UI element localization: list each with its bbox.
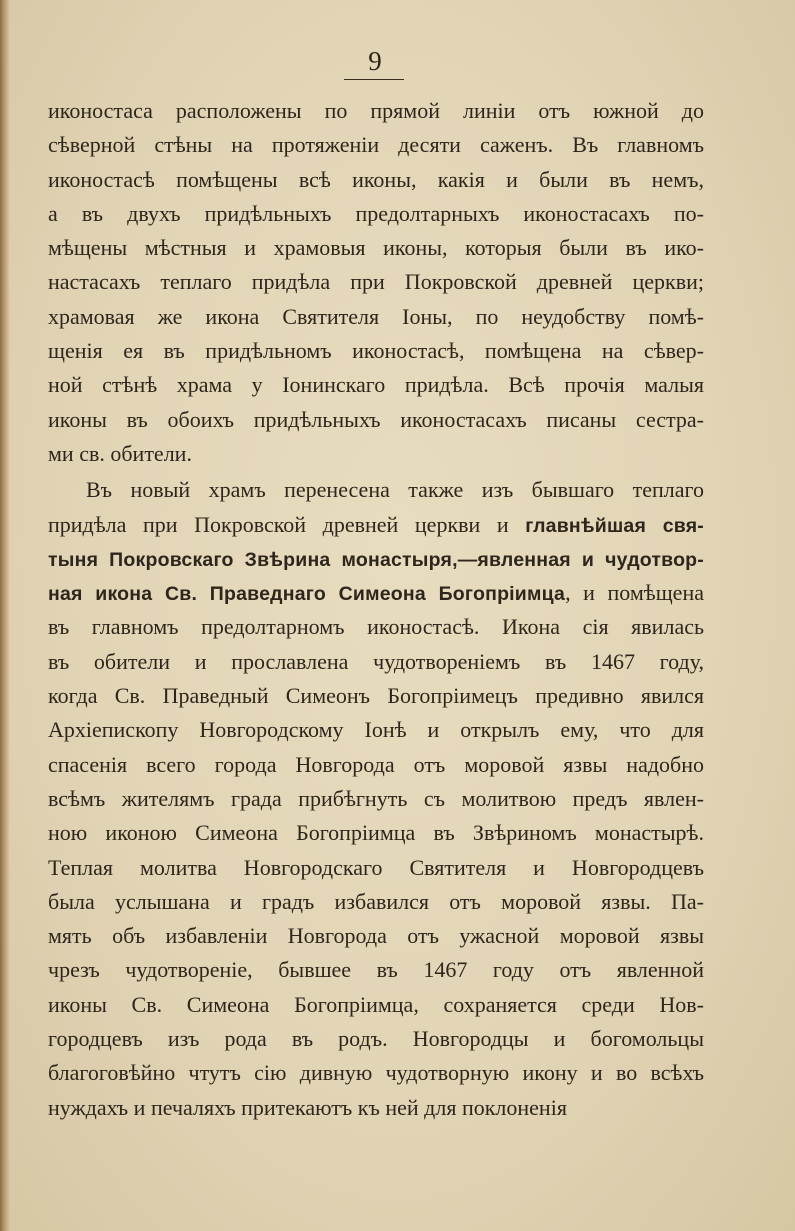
- text-segment: иконостаса расположены по прямой линіи отъ южной до: [48, 98, 704, 123]
- text-segment: Въ новый храмъ перенесена также изъ бывшаго теплаго: [86, 477, 704, 503]
- text-line: [48, 473, 704, 507]
- text-segment: Теплая молитва Новгородскаго Святителя и Новгородцевъ: [48, 854, 704, 880]
- bold-text-segment: ная икона Св. Праведнаго Симеона Богопріимца: [48, 583, 566, 606]
- text-line: [48, 231, 704, 265]
- text-line: [48, 713, 704, 747]
- text-line: [48, 919, 704, 953]
- text-segment: а въ двухъ придѣльныхъ предолтарныхъ иконостасахъ по-: [48, 200, 704, 226]
- text-segment: въ обители и прославлена чудотвореніемъ въ 1467 году,: [48, 648, 704, 674]
- text-line: [48, 197, 704, 231]
- text-segment: нуждахъ и печаляхъ притекаютъ къ ней для поклоненія: [48, 1094, 567, 1120]
- bold-text-segment: тыня Покровскаго Звѣрина монастыря,—явленная и чудотвор-: [48, 548, 704, 571]
- text-segment: придѣла при Покровской древней церкви и: [48, 511, 526, 537]
- text-line: [48, 576, 704, 610]
- text-segment: благоговѣйно чтутъ сію дивную чудотворную икону и во всѣхъ: [48, 1060, 704, 1086]
- text-line: [48, 645, 704, 679]
- text-line: [48, 437, 704, 471]
- text-line: [48, 542, 704, 576]
- text-segment: ной стѣнѣ храма у Іонинскаго придѣла. Всѣ прочія малыя: [48, 372, 704, 398]
- text-line: [48, 679, 704, 713]
- text-segment: мѣщены мѣстныя и храмовыя иконы, которыя были въ ико-: [48, 235, 704, 261]
- text-line: [48, 334, 704, 368]
- text-line: [48, 885, 704, 919]
- text-line: [48, 748, 704, 782]
- bold-text-segment: главнѣйшая свя-: [525, 514, 704, 537]
- text-line: [48, 1091, 704, 1125]
- text-line: [48, 953, 704, 987]
- text-segment: иконостасѣ помѣщены всѣ иконы, какія и были въ немъ,: [48, 166, 704, 192]
- text-line: [48, 782, 704, 816]
- text-segment: , и помѣщена: [565, 580, 704, 606]
- text-segment: ми св. обители.: [48, 440, 192, 466]
- text-segment: городцевъ изъ рода въ родъ. Новгородцы и богомольцы: [48, 1026, 704, 1052]
- text-line: [48, 851, 704, 885]
- text-segment: всѣмъ жителямъ града прибѣгнуть съ молитвою предъ явлен-: [48, 785, 704, 811]
- text-line: [48, 368, 704, 402]
- text-segment: въ главномъ предолтарномъ иконостасѣ. Икона сія явилась: [48, 614, 704, 640]
- text-line: [48, 265, 704, 299]
- text-line: [48, 300, 704, 334]
- text-segment: иконы въ обоихъ придѣльныхъ иконостасахъ писаны сестра-: [48, 406, 704, 432]
- text-segment: храмовая же икона Святителя Іоны, по неудобству помѣ-: [48, 303, 704, 329]
- page-number-rule: [344, 79, 404, 80]
- page-number: 9: [368, 46, 382, 76]
- text-line: [48, 1022, 704, 1056]
- text-segment: была услышана и градъ избавился отъ моровой язвы. Па-: [48, 888, 704, 914]
- text-segment: ною иконою Симеона Богопріимца въ Звѣриномъ монастырѣ.: [48, 820, 704, 846]
- text-segment: щенія ея въ придѣльномъ иконостасѣ, помѣщена на сѣвер-: [48, 338, 704, 364]
- body-text: [48, 94, 704, 1125]
- text-line: [48, 163, 704, 197]
- text-line: [48, 128, 704, 162]
- text-line: [48, 508, 704, 542]
- text-line: [48, 403, 704, 437]
- text-line: [48, 988, 704, 1022]
- text-line: [48, 1056, 704, 1090]
- text-segment: когда Св. Праведный Симеонъ Богопріимецъ предивно явился: [48, 683, 704, 709]
- text-segment: мять объ избавленіи Новгорода отъ ужасной моровой язвы: [48, 923, 704, 949]
- page-binding-edge: [0, 0, 10, 1231]
- text-line: [48, 94, 704, 128]
- text-segment: сѣверной стѣны на протяженіи десяти саженъ. Въ главномъ: [48, 132, 704, 158]
- text-line: [48, 610, 704, 644]
- text-line: [48, 816, 704, 850]
- text-segment: настасахъ теплаго придѣла при Покровской древней церкви;: [48, 269, 704, 295]
- text-segment: чрезъ чудотвореніе, бывшее въ 1467 году отъ явленной: [48, 957, 704, 983]
- text-segment: Архіепископу Новгородскому Іонѣ и открылъ ему, что для: [48, 717, 704, 743]
- text-segment: иконы Св. Симеона Богопріимца, сохраняется среди Нов-: [48, 991, 704, 1017]
- text-segment: спасенія всего города Новгорода отъ моровой язвы надобно: [48, 751, 704, 777]
